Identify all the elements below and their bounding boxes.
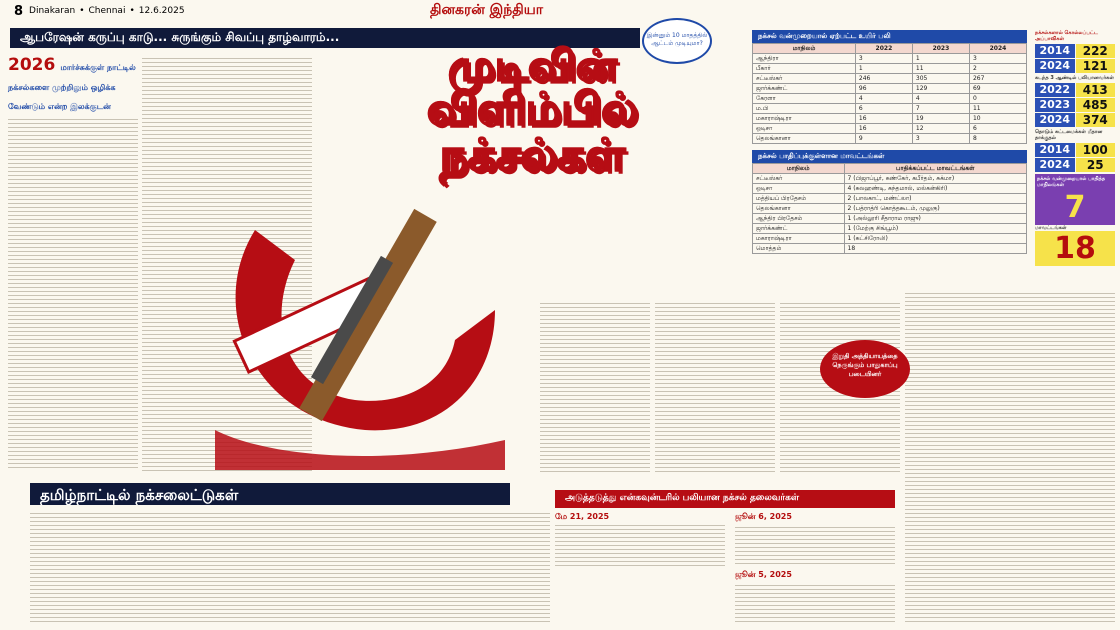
table-cell: 305 bbox=[912, 74, 969, 84]
table-cell: 16 bbox=[855, 114, 912, 124]
table-cell: 9 bbox=[855, 134, 912, 144]
table-cell: 2 (பாலகாட், மண்ட்லா) bbox=[844, 194, 1026, 204]
attacks-value: 100 bbox=[1076, 143, 1116, 157]
table-cell: 6 bbox=[855, 104, 912, 114]
table-cell: மொத்தம் bbox=[753, 244, 845, 254]
table-cell: மத்தியப் பிரதேசம் bbox=[753, 194, 845, 204]
table-row bbox=[753, 224, 1027, 234]
table-cell: கேரளா bbox=[753, 94, 856, 104]
stats-sidebar bbox=[1035, 30, 1115, 280]
table-cell: 4 bbox=[855, 94, 912, 104]
table-cell: ஜார்க்கண்ட் bbox=[753, 224, 845, 234]
table-header: 2024 bbox=[969, 44, 1026, 54]
table-cell: 2 bbox=[969, 64, 1026, 74]
sidebar-title-districts: மாவட்டங்கள் bbox=[1035, 225, 1067, 231]
deaths-table-title: நக்சல் வன்முறையால் ஏற்பட்ட உயிர் பலி bbox=[752, 30, 1027, 43]
body-column-3 bbox=[540, 300, 650, 475]
lead-box bbox=[8, 55, 138, 113]
headline-line-2: விளிம்பில் bbox=[427, 84, 638, 135]
attacks-grid bbox=[1035, 143, 1115, 172]
table-row bbox=[753, 84, 1027, 94]
table-cell: 8 bbox=[969, 134, 1026, 144]
brand-logo: தினகரன் இந்தியா bbox=[430, 2, 544, 18]
deaths-year: 2022 bbox=[1035, 83, 1075, 97]
table-cell: 2 (பத்ராத்ரி கொத்தகூடம், முலுகு) bbox=[844, 204, 1026, 214]
table-row bbox=[753, 64, 1027, 74]
table-cell: பீகார் bbox=[753, 64, 856, 74]
table-cell: 3 bbox=[912, 134, 969, 144]
table-cell: 1 bbox=[912, 54, 969, 64]
deaths-year: 2024 bbox=[1035, 113, 1075, 127]
table-cell: 246 bbox=[855, 74, 912, 84]
page-number: 8 bbox=[14, 3, 24, 19]
table-header: 2023 bbox=[912, 44, 969, 54]
sidebar-title-attacks: தொடும் சுட்டமைக்கள் மீதான தாக்குதல் bbox=[1035, 129, 1103, 141]
table-row bbox=[753, 204, 1027, 214]
table-cell: மகாராஷ்டிரா bbox=[753, 114, 856, 124]
deaths-value: 374 bbox=[1076, 113, 1116, 127]
states-count: 7 bbox=[1035, 190, 1115, 225]
table-cell: ஒடிசா bbox=[753, 184, 845, 194]
table-cell: 7 (பிஜாப்பூர், கண்கேர், கபீர்தம், சுக்மா) bbox=[844, 174, 1026, 184]
headline-line-1: முடிவின் bbox=[448, 41, 617, 90]
table-cell: தெலங்கானா bbox=[753, 134, 856, 144]
headline bbox=[320, 41, 745, 185]
table-header: 2022 bbox=[855, 44, 912, 54]
table-row bbox=[753, 244, 1027, 254]
section-encounter-heading: அடுத்தடுத்து என்கவுன்டரில் பலியான நக்சல் தலைவர்கள் bbox=[555, 490, 895, 508]
deaths-value: 413 bbox=[1076, 83, 1116, 97]
sidebar-title-deaths: கடந்த 3 ஆண்டில் பலியானவர்கள் bbox=[1035, 75, 1114, 81]
table-row bbox=[753, 94, 1027, 104]
table-row bbox=[753, 174, 1027, 184]
table-cell: 11 bbox=[969, 104, 1026, 114]
table-cell: 1 (மேற்கு சிங்பூம்) bbox=[844, 224, 1026, 234]
table-row bbox=[753, 134, 1027, 144]
body-column-1 bbox=[8, 116, 138, 471]
kills-value: 222 bbox=[1076, 44, 1116, 58]
encounter-date: மே 21, 2025 bbox=[555, 512, 610, 521]
table-header: மாநிலம் bbox=[753, 164, 845, 174]
kills-grid bbox=[1035, 44, 1115, 73]
section-encounter-body bbox=[555, 512, 895, 625]
callout-bubble: இறுதி அத்தியாயத்தை நெருங்கும் பாதுகாப்பு படையினர் bbox=[820, 340, 910, 398]
lead-text: மார்ச்சுக்குள் நாட்டில் நக்சல்களை முற்றிலும் ஒழிக்க வேண்டும் என்ற இலக்குடன் bbox=[8, 63, 136, 111]
table-row bbox=[753, 214, 1027, 224]
deaths-year: 2023 bbox=[1035, 98, 1075, 112]
table-header: மாநிலம் bbox=[753, 44, 856, 54]
table-row bbox=[753, 124, 1027, 134]
table-cell: 10 bbox=[969, 114, 1026, 124]
kills-year: 2014 bbox=[1035, 44, 1075, 58]
deaths-value: 485 bbox=[1076, 98, 1116, 112]
attacks-value: 25 bbox=[1076, 158, 1116, 172]
table-cell: 7 bbox=[912, 104, 969, 114]
districts-table bbox=[752, 163, 1027, 254]
table-cell: ஆந்திரா bbox=[753, 54, 856, 64]
table-cell: 1 bbox=[855, 64, 912, 74]
table-cell: 4 bbox=[912, 94, 969, 104]
table-cell: 267 bbox=[969, 74, 1026, 84]
table-row bbox=[753, 114, 1027, 124]
kills-year: 2024 bbox=[1035, 59, 1075, 73]
body-column-4 bbox=[655, 300, 775, 475]
attacks-year: 2014 bbox=[1035, 143, 1075, 157]
table-row bbox=[753, 74, 1027, 84]
section-tn-body bbox=[30, 510, 550, 625]
table-cell: 1 (கட்சிரோலி) bbox=[844, 234, 1026, 244]
date: 12.6.2025 bbox=[138, 6, 185, 16]
lead-year: 2026 bbox=[8, 55, 56, 75]
table-cell: 96 bbox=[855, 84, 912, 94]
table-cell: 4 (கலஹண்டி, கந்தமால், மல்கன்கிரி) bbox=[844, 184, 1026, 194]
table-cell: 12 bbox=[912, 124, 969, 134]
sidebar-title-kills: நக்சல்களால் கொல்லப்பட்ட அப்பாவிகள் bbox=[1035, 30, 1098, 42]
deaths-table bbox=[752, 43, 1027, 144]
table-cell: 3 bbox=[969, 54, 1026, 64]
paper-name: Dinakaran bbox=[29, 6, 76, 16]
table-header: பாதிக்கப்பட்ட மாவட்டங்கள் bbox=[844, 164, 1026, 174]
hammer-sickle-illustration bbox=[195, 190, 525, 470]
table-cell: 1 (அல்லூரி சீதாராம ராஜு) bbox=[844, 214, 1026, 224]
table-cell: 0 bbox=[969, 94, 1026, 104]
table-row bbox=[753, 104, 1027, 114]
districts-table-box bbox=[752, 150, 1027, 254]
section-tn-heading: தமிழ்நாட்டில் நக்சலைட்டுகள் bbox=[30, 483, 510, 505]
table-cell: சட்டீஸ்கர் bbox=[753, 74, 856, 84]
table-cell: ஆந்திர பிரதேசம் bbox=[753, 214, 845, 224]
deaths-grid bbox=[1035, 83, 1115, 127]
table-cell: தெலங்கானா bbox=[753, 204, 845, 214]
table-row bbox=[753, 194, 1027, 204]
table-cell: சட்டீஸ்கர் bbox=[753, 174, 845, 184]
kicker-banner: ஆபரேஷன் கருப்பு காடு... சுருங்கும் சிவப்பு தாழ்வாரம்... bbox=[10, 28, 640, 48]
sidebar-title-states: நக்சல் வன்முறையால் பாதித்த மாநிலங்கள் bbox=[1035, 174, 1115, 190]
city: Chennai bbox=[88, 6, 126, 16]
table-cell: ஜார்க்கண்ட் bbox=[753, 84, 856, 94]
table-row bbox=[753, 54, 1027, 64]
table-cell: ம.பி bbox=[753, 104, 856, 114]
attacks-year: 2024 bbox=[1035, 158, 1075, 172]
table-cell: 16 bbox=[855, 124, 912, 134]
question-bubble: இன்னும் 10 மாதத்தில் ஆட்டம் முடியுமா? bbox=[642, 18, 712, 64]
headline-line-3: நக்சல்கள் bbox=[439, 130, 626, 181]
table-cell: 19 bbox=[912, 114, 969, 124]
table-row bbox=[753, 184, 1027, 194]
kills-value: 121 bbox=[1076, 59, 1116, 73]
table-cell: 11 bbox=[912, 64, 969, 74]
table-row bbox=[753, 234, 1027, 244]
encounter-date: ஜூன் 6, 2025 bbox=[735, 512, 792, 521]
body-column-6 bbox=[905, 290, 1115, 625]
districts-count: 18 bbox=[1035, 231, 1115, 266]
encounter-date: ஜூன் 5, 2025 bbox=[735, 570, 792, 579]
table-cell: 129 bbox=[912, 84, 969, 94]
table-cell: ஒடிசா bbox=[753, 124, 856, 134]
table-cell: 3 bbox=[855, 54, 912, 64]
deaths-table-box bbox=[752, 30, 1027, 144]
masthead: 8 Dinakaran • Chennai • 12.6.2025 தினகரன் இந்தியா bbox=[14, 2, 544, 19]
table-cell: 69 bbox=[969, 84, 1026, 94]
table-cell: 18 bbox=[844, 244, 1026, 254]
table-cell: மகாராஷ்டிரா bbox=[753, 234, 845, 244]
table-cell: 6 bbox=[969, 124, 1026, 134]
districts-table-title: நக்சல் பாதிப்புக்குள்ளான மாவட்டங்கள் bbox=[752, 150, 1027, 163]
